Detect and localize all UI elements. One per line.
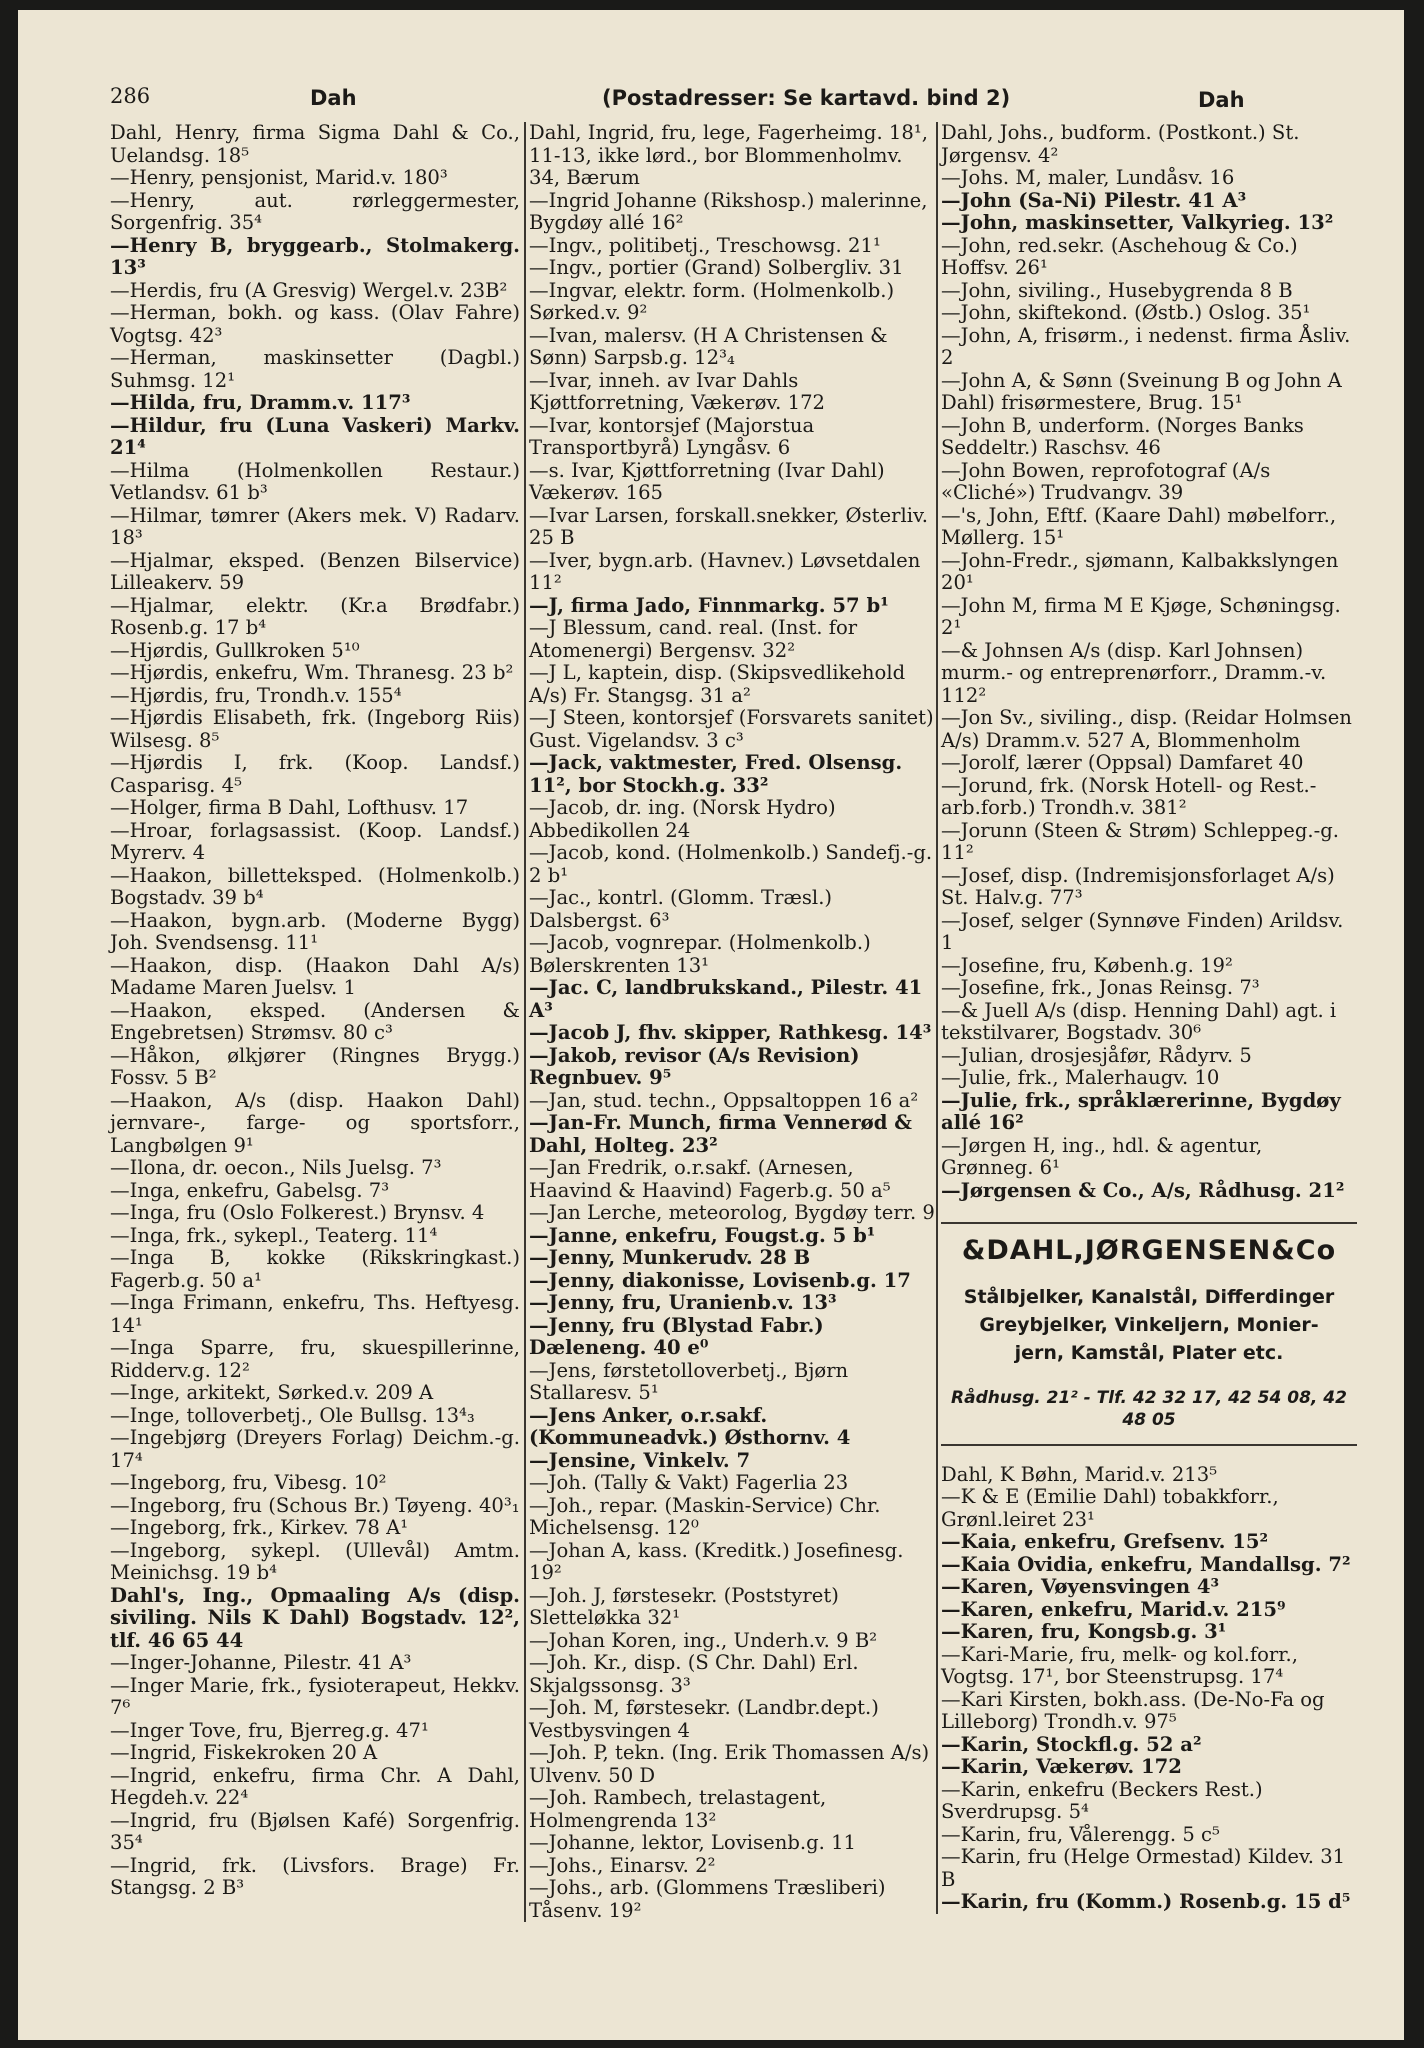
directory-entry: —Haakon, eksped. (Andersen & Engebretsen) Strømsv. 80 c³ xyxy=(110,998,520,1044)
directory-entry: —Jorund, frk. (Norsk Hotell- og Rest.-arb.forb.) Trondh.v. 381² xyxy=(941,773,1317,819)
directory-entry: —Ingeborg, frk., Kirkev. 78 A¹ xyxy=(110,1516,409,1539)
directory-entry: —Jacob, dr. ing. (Norsk Hydro) Abbedikollen 24 xyxy=(529,796,836,842)
directory-entry: —Jenny, Munkerudv. 28 B xyxy=(529,1246,811,1269)
directory-entry: —John Bowen, reprofotograf (A/s «Cliché») Trudvangv. 39 xyxy=(941,458,1271,504)
directory-entry: —Jens Anker, o.r.sakf. (Kommuneadvk.) Østhornv. 4 xyxy=(529,1403,851,1449)
directory-entry: —& Juell A/s (disp. Henning Dahl) agt. i tekstilvarer, Bogstadv. 30⁶ xyxy=(941,998,1337,1044)
column-3-bottom xyxy=(941,1464,1357,1914)
directory-entry: —Håkon, ølkjører (Ringnes Brygg.) Fossv. 5 B² xyxy=(110,1043,520,1089)
directory-entry: —Inga, enkefru, Gabelsg. 7³ xyxy=(110,1178,390,1202)
directory-entry: —Joh. M, førstesekr. (Landbr.dept.) Vestbysvingen 4 xyxy=(529,1696,879,1742)
header-note: (Postadresser: Se kartavd. bind 2) xyxy=(602,86,1011,110)
directory-entry: —Ingrid, enkefru, firma Chr. A Dahl, Hegdeh.v. 22⁴ xyxy=(110,1763,520,1809)
directory-entry: —Ingvar, elektr. form. (Holmenkolb.) Sørked.v. 9² xyxy=(529,278,895,324)
directory-entry: —& Johnsen A/s (disp. Karl Johnsen) murm.- og entreprenørforr., Dramm.-v. 112² xyxy=(941,638,1327,707)
directory-entry: —Karin, Vækerøv. 172 xyxy=(941,1755,1182,1778)
directory-entry: —John M, firma M E Kjøge, Schøningsg. 2¹ xyxy=(941,593,1341,639)
directory-entry: —Johs., Einarsv. 2² xyxy=(529,1853,716,1877)
directory-entry: —Joh. Rambech, trelastagent, Holmengrenda 13² xyxy=(529,1786,827,1832)
directory-entry: —Kari-Marie, fru, melk- og kol.forr., Vogtsg. 17¹, bor Steenstrupsg. 17⁴ xyxy=(941,1642,1298,1688)
directory-entry: —Ingeborg, fru (Schous Br.) Tøyeng. 40³₁ xyxy=(110,1493,520,1517)
directory-entry: —John, maskinsetter, Valkyrieg. 13² xyxy=(941,211,1334,234)
page-header xyxy=(110,80,1350,120)
directory-entry: —Jørgensen & Co., A/s, Rådhusg. 21² xyxy=(941,1178,1345,1202)
directory-entry: —Janne, enkefru, Fougst.g. 5 b¹ xyxy=(529,1223,876,1247)
directory-entry: —John (Sa-Ni) Pilestr. 41 A³ xyxy=(941,188,1247,212)
directory-entry: —Jakob, revisor (A/s Revision) Regnbuev. 9⁵ xyxy=(529,1043,860,1089)
directory-entry: —Josef, disp. (Indremisjonsforlaget A/s) St. Halv.g. 77³ xyxy=(941,863,1335,909)
directory-entry: —Haakon, disp. (Haakon Dahl A/s) Madame Maren Juelsv. 1 xyxy=(110,953,520,999)
directory-entry: —John B, underform. (Norges Banks Seddeltr.) Raschsv. 46 xyxy=(941,413,1304,459)
directory-entry: —Hjørdis, fru, Trondh.v. 155⁴ xyxy=(110,683,402,707)
directory-entry: —Inge, arkitekt, Sørked.v. 209 A xyxy=(110,1381,434,1404)
directory-entry: —Julian, drosjesjåfør, Rådyrv. 5 xyxy=(941,1043,1252,1067)
directory-entry: —Jorolf, lærer (Oppsal) Damfaret 40 xyxy=(941,751,1304,774)
directory-entry: —Kaia Ovidia, enkefru, Mandallsg. 7² xyxy=(941,1552,1351,1576)
directory-entry: Dahl, Johs., budform. (Postkont.) St. Jørgensv. 4² xyxy=(941,121,1300,167)
directory-entry: —Ingebjørg (Dreyers Forlag) Deichm.-g. 17⁴ xyxy=(110,1426,520,1472)
ad-products xyxy=(941,1283,1357,1367)
directory-entry: —J, firma Jado, Finnmarkg. 57 b¹ xyxy=(529,593,889,617)
directory-entry: —Karin, fru (Helge Ormestad) Kildev. 31 B xyxy=(941,1845,1346,1891)
directory-entry: —Ingrid, fru (Bjølsen Kafé) Sorgenfrig. 35⁴ xyxy=(110,1808,520,1854)
directory-entry: —Holger, firma B Dahl, Lofthusv. 17 xyxy=(110,796,469,819)
directory-entry: —Hjørdis, enkefru, Wm. Thranesg. 23 b² xyxy=(110,661,514,684)
directory-entry: —Jan, stud. techn., Oppsaltoppen 16 a² xyxy=(529,1088,919,1112)
page-number: 286 xyxy=(110,84,151,108)
directory-entry: —Inger Tove, fru, Bjerreg.g. 47¹ xyxy=(110,1718,429,1742)
directory-entry: —Hildur, fru (Luna Vaskeri) Markv. 21⁴ xyxy=(110,413,520,459)
directory-entry: —Jørgen H, ing., hdl. & agentur, Grønneg. 6¹ xyxy=(941,1133,1263,1179)
directory-entry: —Henry, pensjonist, Marid.v. 180³ xyxy=(110,166,448,189)
directory-entry: —John, siviling., Husebygrenda 8 B xyxy=(941,278,1293,302)
directory-entry: —Jan Fredrik, o.r.sakf. (Arnesen, Haavind & Haavind) Fagerb.g. 50 a⁵ xyxy=(529,1156,891,1202)
directory-entry: —Karin, Stockfl.g. 52 a² xyxy=(941,1732,1202,1756)
directory-entry: —Ingrid, frk. (Livsfors. Brage) Fr. Stangsg. 2 B³ xyxy=(110,1853,520,1899)
directory-entry: —Henry, aut. rørleggermester, Sorgenfrig. 35⁴ xyxy=(110,188,520,234)
directory-entry: —Josef, selger (Synnøve Finden) Arildsv. 1 xyxy=(941,908,1344,954)
directory-entry: —Karin, enkefru (Beckers Rest.) Sverdrupsg. 5⁴ xyxy=(941,1777,1263,1823)
directory-entry: —Ingeborg, sykepl. (Ullevål) Amtm. Meinichsg. 19 b⁴ xyxy=(110,1538,520,1584)
directory-entry: —Hjalmar, elektr. (Kr.a Brødfabr.) Rosenb.g. 17 b⁴ xyxy=(110,593,520,639)
directory-entry: —Kari Kirsten, bokh.ass. (De-No-Fa og Lilleborg) Trondh.v. 97⁵ xyxy=(941,1687,1325,1733)
company-logo: &DAHL,JØRGENSEN&Co xyxy=(961,1235,1337,1266)
directory-entry: —s. Ivar, Kjøttforretning (Ivar Dahl) Vækerøv. 165 xyxy=(529,458,885,504)
directory-entry: Dahl, K Bøhn, Marid.v. 213⁵ xyxy=(941,1462,1218,1486)
ad-contact: Rådhusg. 21² - Tlf. 42 32 17, 42 54 08, 42 48 05 xyxy=(951,1387,1347,1430)
directory-entry: —Johs. M, maler, Lundåsv. 16 xyxy=(941,166,1235,189)
directory-entry: —Inga, frk., sykepl., Teaterg. 11⁴ xyxy=(110,1223,438,1247)
directory-entry: —Inga Sparre, fru, skuespillerinne, Ridderv.g. 12² xyxy=(110,1336,520,1382)
directory-entry: —Inger-Johanne, Pilestr. 41 A³ xyxy=(110,1651,412,1674)
directory-entry: —Jack, vaktmester, Fred. Olsensg. 11², bor Stockh.g. 33² xyxy=(529,751,903,797)
directory-entry: —Jan-Fr. Munch, firma Vennerød & Dahl, Holteg. 23² xyxy=(529,1111,912,1157)
column-3 xyxy=(936,122,1357,1914)
directory-entry: —Herdis, fru (A Gresvig) Wergel.v. 23B² xyxy=(110,278,508,302)
directory-entry: —J Steen, kontorsjef (Forsvarets sanitet) Gust. Vigelandsv. 3 c³ xyxy=(529,706,934,752)
directory-entry: —Josefine, frk., Jonas Reinsg. 7³ xyxy=(941,976,1260,999)
directory-entry: —Hilda, fru, Dramm.v. 117³ xyxy=(110,391,411,414)
directory-entry: —Ivar, inneh. av Ivar Dahls Kjøttforretning, Vækerøv. 172 xyxy=(529,368,826,414)
directory-entry: —Iver, bygn.arb. (Havnev.) Løvsetdalen 11² xyxy=(529,548,921,594)
directory-entry: —Karen, Vøyensvingen 4³ xyxy=(941,1575,1220,1598)
directory-entry: —Inge, tolloverbetj., Ole Bullsg. 13⁴₃ xyxy=(110,1403,475,1427)
left-keyword: Dah xyxy=(310,86,357,110)
directory-entry: —Ingrid Johanne (Rikshosp.) malerinne, Bygdøy allé 16² xyxy=(529,188,928,234)
directory-entry: —Jens, førstetolloverbetj., Bjørn Stallaresv. 5¹ xyxy=(529,1358,849,1404)
column-3-top xyxy=(941,122,1357,1202)
directory-entry: —Joh. P, tekn. (Ing. Erik Thomassen A/s) Ulvenv. 50 D xyxy=(529,1741,930,1787)
directory-entry: —Ivar Larsen, forskall.snekker, Østerliv. 25 B xyxy=(529,503,928,549)
directory-entry: —Joh., repar. (Maskin-Service) Chr. Michelsensg. 12⁰ xyxy=(529,1493,881,1539)
directory-entry: —J L, kaptein, disp. (Skipsvedlikehold A/s) Fr. Stangsg. 31 a² xyxy=(529,661,906,707)
directory-entry: —Julie, frk., språklærerinne, Bygdøy allé 16² xyxy=(941,1088,1341,1134)
directory-entry: —John-Fredr., sjømann, Kalbakkslyngen 20¹ xyxy=(941,548,1339,594)
right-keyword: Dah xyxy=(1198,88,1245,112)
directory-entry: —'s, John, Eftf. (Kaare Dahl) møbelforr., Møllerg. 15¹ xyxy=(941,503,1337,549)
directory-entry: —Jorunn (Steen & Strøm) Schleppeg.-g. 11² xyxy=(941,818,1339,864)
ad-line-1: Stålbjelker, Kanalstål, Differdinger xyxy=(963,1285,1335,1308)
directory-entry: —Jon Sv., siviling., disp. (Reidar Holmsen A/s) Dramm.v. 527 A, Blommenholm xyxy=(941,706,1352,752)
directory-entry: —Karen, enkefru, Marid.v. 215⁹ xyxy=(941,1597,1286,1621)
ad-line-2: Greybjelker, Vinkeljern, Monier- xyxy=(979,1313,1319,1336)
directory-entry: —Karen, fru, Kongsb.g. 3¹ xyxy=(941,1620,1227,1643)
directory-entry: —Jac. C, landbrukskand., Pilestr. 41 A³ xyxy=(529,976,923,1022)
directory-entry: —Josefine, fru, Københ.g. 19² xyxy=(941,953,1233,977)
directory-entry: —John A, & Sønn (Sveinung B og John A Dahl) frisørmestere, Brug. 15¹ xyxy=(941,368,1342,414)
directory-entry: —Johan A, kass. (Kreditk.) Josefinesg. 19² xyxy=(529,1538,904,1584)
directory-entry: —Inga B, kokke (Rikskringkast.) Fagerb.g. 50 a¹ xyxy=(110,1246,520,1292)
directory-entry: —Herman, maskinsetter (Dagbl.) Suhmsg. 12¹ xyxy=(110,346,520,392)
directory-entry: —Jan Lerche, meteorolog, Bygdøy terr. 9 xyxy=(529,1201,935,1224)
directory-entry: —K & E (Emilie Dahl) tobakkforr., Grønl.leiret 23¹ xyxy=(941,1485,1279,1531)
directory-entry: —Joh. (Tally & Vakt) Fagerlia 23 xyxy=(529,1471,849,1494)
directory-entry: —Inga, fru (Oslo Folkerest.) Brynsv. 4 xyxy=(110,1201,485,1224)
directory-entry: —John, A, frisørm., i nedenst. firma Åsliv. 2 xyxy=(941,323,1351,369)
directory-entry: —Johs., arb. (Glommens Træsliberi) Tåsenv. 19² xyxy=(529,1876,886,1922)
directory-entry: —Ingv., politibetj., Treschowsg. 21¹ xyxy=(529,233,881,257)
directory-entry: —Joh. J, førstesekr. (Poststyret) Sletteløkka 32¹ xyxy=(529,1583,839,1629)
column-1 xyxy=(110,122,520,1900)
directory-entry: —Inger Marie, frk., fysioterapeut, Hekkv. 7⁶ xyxy=(110,1673,520,1719)
directory-entry: Dahl, Henry, firma Sigma Dahl & Co., Uelandsg. 18⁵ xyxy=(110,121,520,167)
directory-entry: —Jacob, vognrepar. (Holmenkolb.) Bølerskrenten 13¹ xyxy=(529,931,871,977)
directory-entry: —John, skiftekond. (Østb.) Oslog. 35¹ xyxy=(941,301,1311,324)
directory-entry: —John, red.sekr. (Aschehoug & Co.) Hoffsv. 26¹ xyxy=(941,233,1298,279)
directory-entry: —Ivan, malersv. (H A Christensen & Sønn) Sarpsb.g. 12³₄ xyxy=(529,323,888,369)
directory-entry: —Herman, bokh. og kass. (Olav Fahre) Vogtsg. 42³ xyxy=(110,301,520,347)
directory-entry: —Julie, frk., Malerhaugv. 10 xyxy=(941,1066,1220,1089)
directory-entry: —Inga Frimann, enkefru, Ths. Heftyesg. 14¹ xyxy=(110,1291,520,1337)
directory-entry: —Hjørdis, Gullkroken 5¹⁰ xyxy=(110,638,360,662)
advertisement xyxy=(941,1222,1357,1446)
directory-entry: —Henry B, bryggearb., Stolmakerg. 13³ xyxy=(110,233,520,279)
directory-entry: —Ingeborg, fru, Vibesg. 10² xyxy=(110,1471,387,1494)
directory-entry: —Hroar, forlagsassist. (Koop. Landsf.) Myrerv. 4 xyxy=(110,818,520,864)
directory-page xyxy=(18,10,1404,2040)
directory-entry: —Jenny, diakonisse, Lovisenb.g. 17 xyxy=(529,1268,911,1292)
directory-entry: —Hjørdis I, frk. (Koop. Landsf.) Casparisg. 4⁵ xyxy=(110,751,520,797)
directory-entry: —Joh. Kr., disp. (S Chr. Dahl) Erl. Skjalgssonsg. 3³ xyxy=(529,1651,859,1697)
directory-entry: —Hjørdis Elisabeth, frk. (Ingeborg Riis) Wilsesg. 8⁵ xyxy=(110,706,520,752)
directory-entry: —Jacob J, fhv. skipper, Rathkesg. 14³ xyxy=(529,1021,932,1044)
directory-entry: —Jac., kontrl. (Glomm. Træsl.) Dalsbergst. 6³ xyxy=(529,886,833,932)
directory-entry: —Jacob, kond. (Holmenkolb.) Sandefj.-g. 2 b¹ xyxy=(529,841,933,887)
directory-entry: —Haakon, A/s (disp. Haakon Dahl) jernvare-, farge- og sportsforr., Langbølgen 9¹ xyxy=(110,1088,520,1157)
directory-entry: Dahl's, Ing., Opmaaling A/s (disp. siviling. Nils K Dahl) Bogstadv. 12², tlf. 46 65 44 xyxy=(110,1583,520,1652)
directory-entry: —Ingrid, Fiskekroken 20 A xyxy=(110,1741,378,1764)
directory-entry: —Jenny, fru, Uranienb.v. 13³ xyxy=(529,1291,837,1314)
directory-entry: —Ingv., portier (Grand) Solbergliv. 31 xyxy=(529,256,904,279)
directory-entry: —Karin, fru (Komm.) Rosenb.g. 15 d⁵ xyxy=(941,1890,1351,1913)
column-2 xyxy=(524,122,937,1922)
directory-entry: —Haakon, billetteksped. (Holmenkolb.) Bogstadv. 39 b⁴ xyxy=(110,863,520,909)
directory-entry: —Hilmar, tømrer (Akers mek. V) Radarv. 18³ xyxy=(110,503,520,549)
ad-line-3: jern, Kamstål, Plater etc. xyxy=(1014,1341,1284,1364)
directory-entry: —Ilona, dr. oecon., Nils Juelsg. 7³ xyxy=(110,1156,442,1179)
directory-entry: —Jenny, fru (Blystad Fabr.) Dæleneng. 40 e⁰ xyxy=(529,1313,824,1359)
directory-entry: —J Blessum, cand. real. (Inst. for Atomenergi) Bergensv. 32² xyxy=(529,616,858,662)
directory-entry: —Hilma (Holmenkollen Restaur.) Vetlandsv. 61 b³ xyxy=(110,458,520,504)
directory-entry: Dahl, Ingrid, fru, lege, Fagerheimg. 18¹, 11-13, ikke lørd., bor Blommenholmv. 34, Bærum xyxy=(529,121,928,189)
directory-entry: —Karin, fru, Vålerengg. 5 c⁵ xyxy=(941,1822,1220,1846)
directory-entry: —Haakon, bygn.arb. (Moderne Bygg) Joh. Svendsensg. 11¹ xyxy=(110,908,520,954)
directory-entry: —Johan Koren, ing., Underh.v. 9 B² xyxy=(529,1628,878,1652)
directory-entry: —Hjalmar, eksped. (Benzen Bilservice) Lilleakerv. 59 xyxy=(110,548,520,594)
directory-entry: —Jensine, Vinkelv. 7 xyxy=(529,1448,751,1472)
directory-entry: —Johanne, lektor, Lovisenb.g. 11 xyxy=(529,1831,857,1854)
directory-entry: —Kaia, enkefru, Grefsenv. 15² xyxy=(941,1530,1269,1553)
directory-entry: —Ivar, kontorsjef (Majorstua Transportbyrå) Lyngåsv. 6 xyxy=(529,413,815,459)
